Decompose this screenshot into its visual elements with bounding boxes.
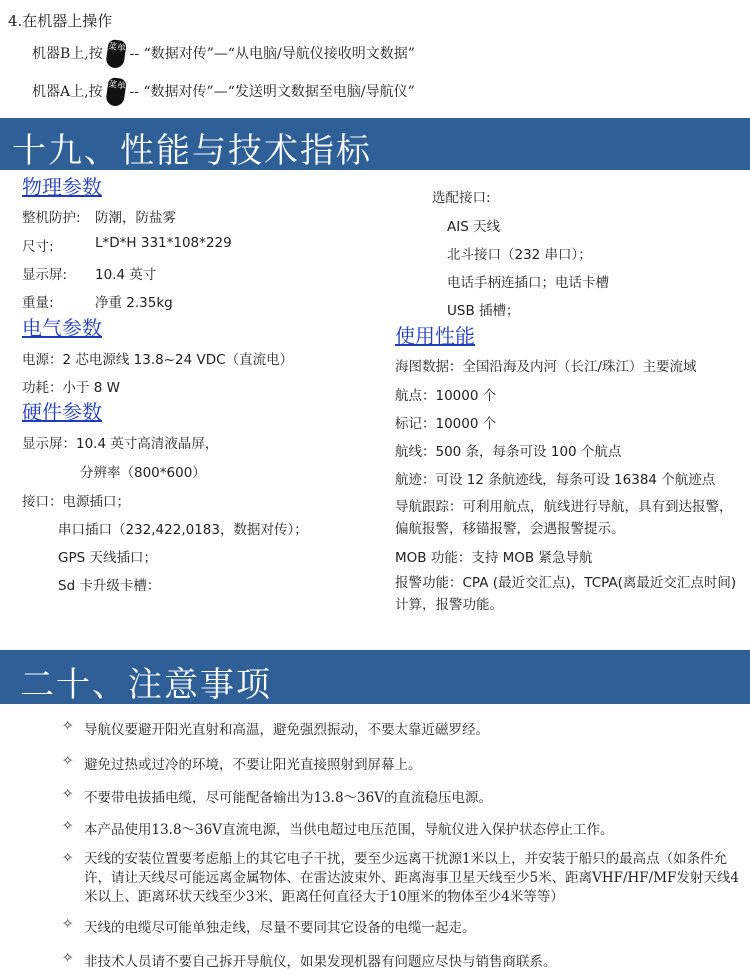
optional-item: 北斗接口（232 串口）； xyxy=(447,247,592,263)
spec-display-value: 10.4 英寸 xyxy=(95,267,157,283)
diamond-bullet-icon: ✧ xyxy=(62,718,74,734)
optional-item: 电话手柄连插口；电话卡槽 xyxy=(447,275,609,291)
instruction-a-prefix: 机器A上,按 xyxy=(32,84,103,100)
usage-alarm: 报警功能：CPA (最近交汇点)，TCPA(离最近交汇点时间)计算，报警功能。 xyxy=(395,575,737,613)
spec-weight-value: 净重 2.35kg xyxy=(95,295,173,311)
diamond-bullet-icon: ✧ xyxy=(62,850,74,866)
note-text: 避免过热或过冷的环境，不要让阳光直接照射到屏幕上。 xyxy=(84,757,422,773)
instruction-line-a xyxy=(32,78,415,106)
menu-key-icon: 菜单 xyxy=(105,39,127,69)
hardware-serial: 串口插口（232,422,0183，数据对传）； xyxy=(58,522,308,538)
usage-chart: 海图数据：全国沿海及内河（长江/珠江）主要流域 xyxy=(395,359,697,375)
spec-protection-label: 整机防护: xyxy=(22,210,81,226)
usage-marks: 标记：10000 个 xyxy=(395,416,497,432)
electrical-power: 电源：2 芯电源线 13.8~24 VDC（直流电） xyxy=(22,352,294,368)
instruction-line-b xyxy=(32,40,415,68)
spec-size-value: L*D*H 331*108*229 xyxy=(95,235,232,251)
electrical-heading: 电气参数 xyxy=(22,316,102,340)
section-banner-19 xyxy=(0,118,750,170)
hardware-interface: 接口：电源插口； xyxy=(22,494,130,510)
usage-points: 航点：10000 个 xyxy=(395,388,497,404)
spec-weight-label: 重量: xyxy=(22,295,54,311)
diamond-bullet-icon: ✧ xyxy=(62,818,74,834)
note-text: 天线的安装位置要考虑船上的其它电子干扰，要至少远离干扰源1米以上，并安装于船只的最高点（如条件允许，请让天线尽可能远离金属物体、在雷达波束外、距离海事卫星天线至少5米、距离VHF/HF/MF发射天线4米以上、距离环状天线至少3米、距离任何直径大于10厘米的物体至少4米等等） xyxy=(84,851,739,905)
section-banner-20 xyxy=(0,650,750,704)
hardware-resolution: 分辨率（800*600） xyxy=(80,465,206,481)
diamond-bullet-icon: ✧ xyxy=(62,916,74,932)
note-text: 本产品使用13.8～36V直流电源，当供电超过电压范围，导航仪进入保护状态停止工作。 xyxy=(84,822,614,838)
section4-title: 4.在机器上操作 xyxy=(8,12,113,30)
optional-item: AIS 天线 xyxy=(447,219,501,235)
note-item xyxy=(62,818,614,838)
electrical-consumption: 功耗：小于 8 W xyxy=(22,380,121,396)
note-item xyxy=(62,950,557,970)
instruction-b-suffix: -- “数据对传”—“从电脑/导航仪接收明文数据” xyxy=(129,46,415,62)
usage-tracks: 航迹：可设 12 条航迹线，每条可设 16384 个航迹点 xyxy=(395,472,716,488)
banner-20-title: 二十、注意事项 xyxy=(20,665,272,705)
note-text: 不要带电拔插电缆，尽可能配备输出为13.8～36V的直流稳压电源。 xyxy=(84,790,492,806)
physical-heading: 物理参数 xyxy=(22,175,102,199)
spec-protection-value: 防潮，防盐雾 xyxy=(95,210,176,226)
hardware-display: 显示屏：10.4 英寸高清液晶屏， xyxy=(22,436,219,452)
usage-heading: 使用性能 xyxy=(395,324,475,348)
optional-item: USB 插槽； xyxy=(447,303,520,319)
hardware-sd: Sd 卡升级卡槽： xyxy=(58,578,161,594)
usage-mob: MOB 功能：支持 MOB 紧急导航 xyxy=(395,550,593,566)
note-text: 天线的电缆尽可能单独走线，尽量不要同其它设备的电缆一起走。 xyxy=(84,920,476,936)
note-item xyxy=(62,850,739,905)
usage-nav: 导航跟踪：可利用航点，航线进行导航，具有到达报警，偏航报警，移锚报警，会遇报警提示。 xyxy=(395,499,733,537)
note-text: 非技术人员请不要自己拆开导航仪，如果发现机器有问题应尽快与销售商联系。 xyxy=(84,954,557,970)
note-item xyxy=(62,753,422,773)
note-text: 导航仪要避开阳光直射和高温，避免强烈振动，不要太靠近磁罗经。 xyxy=(84,722,489,738)
note-item xyxy=(62,916,476,936)
diamond-bullet-icon: ✧ xyxy=(62,753,74,769)
banner-19-title: 十九、性能与技术指标 xyxy=(12,131,372,171)
usage-routes: 航线：500 条，每条可设 100 个航点 xyxy=(395,444,622,460)
spec-display-label: 显示屏: xyxy=(22,267,68,283)
hardware-heading: 硬件参数 xyxy=(22,400,102,424)
diamond-bullet-icon: ✧ xyxy=(62,950,74,966)
note-item xyxy=(62,718,489,738)
optional-title: 选配接口: xyxy=(432,190,491,206)
menu-key-icon: 菜单 xyxy=(105,77,127,107)
instruction-a-suffix: -- “数据对传”—“发送明文数据至电脑/导航仪” xyxy=(129,84,415,100)
note-item xyxy=(62,786,492,806)
hardware-gps: GPS 天线插口； xyxy=(58,550,157,566)
diamond-bullet-icon: ✧ xyxy=(62,786,74,802)
spec-size-label: 尺寸: xyxy=(22,239,54,255)
instruction-b-prefix: 机器B上,按 xyxy=(32,46,103,62)
